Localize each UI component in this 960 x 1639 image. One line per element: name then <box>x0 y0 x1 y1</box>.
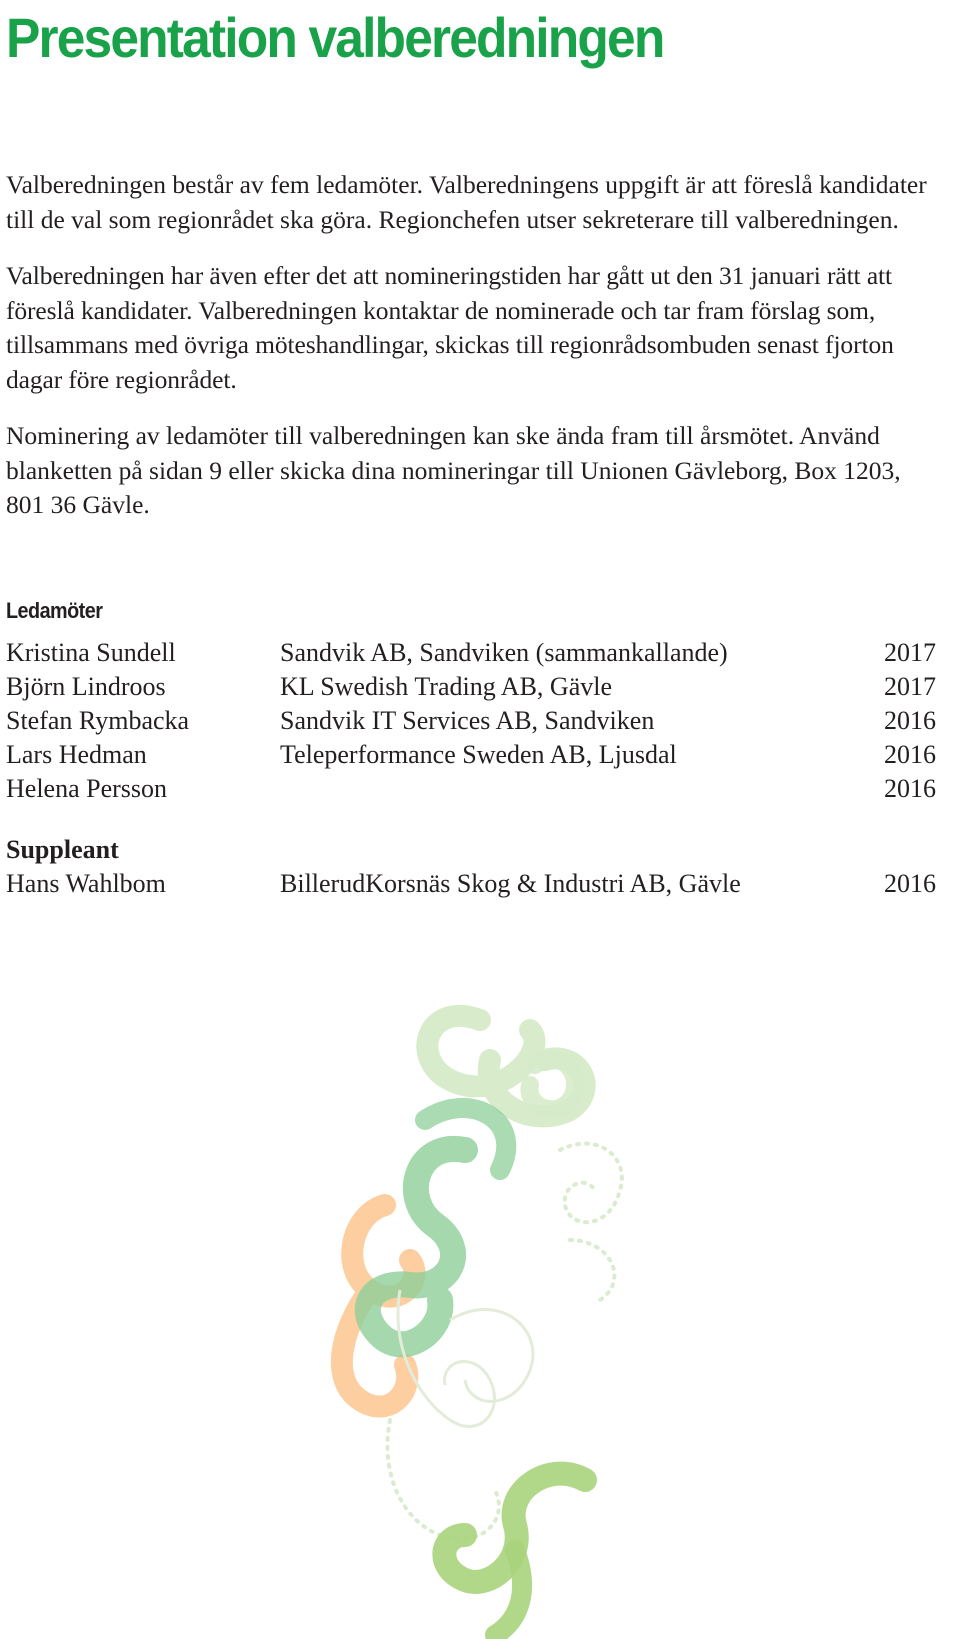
member-row <box>6 670 936 704</box>
member-name: Stefan Rymbacka <box>6 706 190 735</box>
suppleant-term-year: 2016 <box>884 869 936 898</box>
green-main-swirl <box>368 1149 465 1344</box>
members-list <box>6 636 936 806</box>
paragraph-how-to-nominate: Nominering av ledamöter till valberedningen kan ske ända fram till årsmötet. Använd blanketten på sidan 9 eller skicka dina nomineringar till Unionen Gävleborg, Box 1203, 801 36 Gävle. <box>6 421 901 519</box>
member-term-year: 2016 <box>884 774 936 803</box>
member-row <box>6 738 936 772</box>
member-row <box>6 704 936 738</box>
dotted-lower-swirl <box>387 1420 498 1539</box>
member-row <box>6 772 936 806</box>
member-term-year: 2016 <box>884 706 936 735</box>
members-heading: Ledamöter <box>6 598 103 623</box>
member-organization: KL Swedish Trading AB, Gävle <box>280 672 612 701</box>
suppleant-heading: Suppleant <box>6 835 119 864</box>
paragraph-nomination-deadline: Valberedningen har även efter det att nomineringstiden har gått ut den 31 januari rätt att föreslå kandidater. Valberedningen kontaktar de nominerade och tar fram förslag som, tillsammans med övriga möteshandlingar, skickas till regionrådsombuden senast fjorton dagar före regionrådet. <box>6 261 894 394</box>
dotted-swirl <box>560 1144 622 1300</box>
suppleant-row <box>6 867 936 901</box>
intro-text <box>6 168 941 545</box>
suppleant-list <box>6 867 936 901</box>
member-term-year: 2017 <box>884 672 936 701</box>
member-organization <box>280 772 876 806</box>
member-term-year: 2016 <box>884 740 936 769</box>
page-title: Presentation valberedningen <box>6 6 664 69</box>
member-name: Björn Lindroos <box>6 672 166 701</box>
member-term-year: 2017 <box>884 638 936 667</box>
member-organization: Teleperformance Sweden AB, Ljusdal <box>280 740 677 769</box>
member-name: Kristina Sundell <box>6 638 176 667</box>
member-organization: Sandvik AB, Sandviken (sammankallande) <box>280 638 728 667</box>
paragraph-composition: Valberedningen består av fem ledamöter. Valberedningens uppgift är att föreslå kandidater till de val som regionrådet ska göra. Regionchefen utser sekreterare till valberedningen. <box>6 170 927 234</box>
member-organization: Sandvik IT Services AB, Sandviken <box>280 706 655 735</box>
member-name: Helena Persson <box>6 774 168 803</box>
member-name: Lars Hedman <box>6 740 147 769</box>
member-row <box>6 636 936 670</box>
decorative-swirl-ornament <box>330 990 650 1639</box>
suppleant-organization: BillerudKorsnäs Skog & Industri AB, Gävle <box>280 869 741 898</box>
suppleant-name: Hans Wahlbom <box>6 869 166 898</box>
light-green-swirl-lower <box>529 1059 575 1109</box>
